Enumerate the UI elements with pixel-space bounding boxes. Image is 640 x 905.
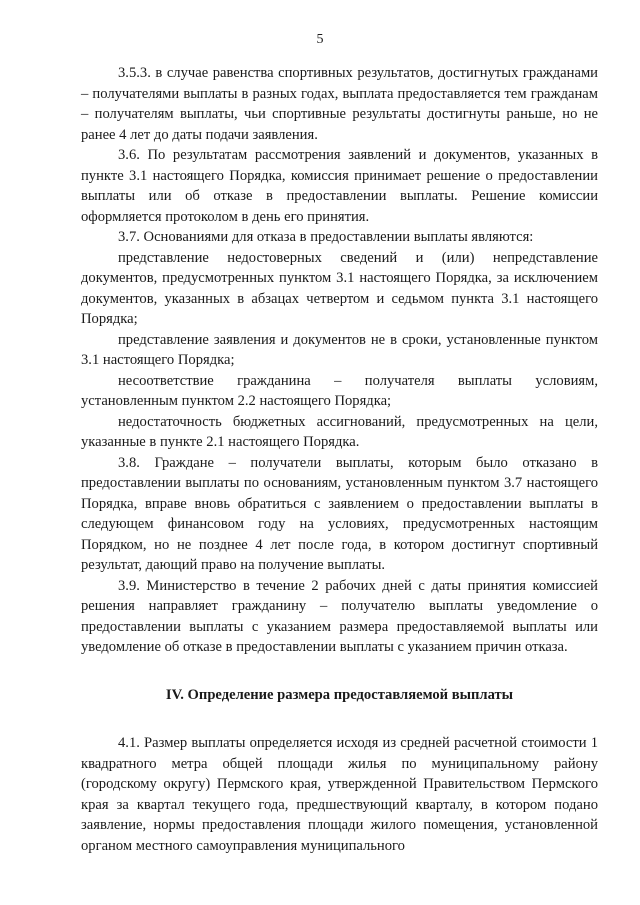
- refusal-ground-2: представление заявления и документов не в сроки, установленные пунктом 3.1 настоящего Порядка;: [81, 331, 598, 368]
- document-body: [81, 63, 598, 856]
- paragraph-3-8: 3.8. Граждане – получатели выплаты, которым было отказано в предоставлении выплаты по основаниям, установленным пунктом 3.7 настоящего Порядка, вправе вновь обратиться с заявлением о предоставлении выплаты в следующем финансовом году на условиях, предусмотренных настоящим Порядком, но не позднее 4 лет после года, в котором достигнут спортивный результат, дающий право на получение выплаты.: [81, 454, 598, 573]
- paragraph-3-5-3: 3.5.3. в случае равенства спортивных результатов, достигнутых гражданами – получателями выплаты в разных годах, выплата предоставляется тем гражданам – получателям выплаты, чьи спортивные результаты достигнуты раньше, но не ранее 4 лет до даты подачи заявления.: [81, 65, 598, 143]
- refusal-ground-1: представление недостоверных сведений и (или) непредставление документов, предусмотренных пунктом 3.1 настоящего Порядка, за исключением документов, указанных в абзацах четвертом и седьмом пункта 3.1 настоящего Порядка;: [81, 249, 598, 327]
- paragraph-4-1: 4.1. Размер выплаты определяется исходя из средней расчетной стоимости 1 квадратного метра общей площади жилья по муниципальному району (городскому округу) Пермского края, утвержденной Правительством Пермского края за квартал текущего года, предшествующий кварталу, в котором подано заявление, нормы предоставления площади жилого помещения, установленной органом местного самоуправления муниципального: [81, 735, 598, 854]
- section-title: IV. Определение размера предоставляемой выплаты: [165, 686, 514, 703]
- paragraph-3-7: 3.7. Основаниями для отказа в предоставлении выплаты являются:: [118, 229, 534, 245]
- paragraph-3-9: 3.9. Министерство в течение 2 рабочих дней с даты принятия комиссией решения направляет гражданину – получателю выплаты уведомление о предоставлении выплаты с указанием размера предоставляемой выплаты или уведомление об отказе в предоставлении выплаты с указанием причин отказа.: [81, 577, 598, 655]
- page-number: 5: [316, 32, 324, 47]
- refusal-ground-4: недостаточность бюджетных ассигнований, предусмотренных на цели, указанные в пункте 2.1 настоящего Порядка.: [81, 413, 598, 450]
- paragraph-3-6: 3.6. По результатам рассмотрения заявлений и документов, указанных в пункте 3.1 настоящего Порядка, комиссия принимает решение о предоставлении выплаты или об отказе в предоставлении выплаты. Решение комиссии оформляется протоколом в день его принятия.: [81, 147, 598, 225]
- refusal-ground-3: несоответствие гражданина – получателя выплаты условиям, установленным пунктом 2.2 настоящего Порядка;: [81, 372, 598, 409]
